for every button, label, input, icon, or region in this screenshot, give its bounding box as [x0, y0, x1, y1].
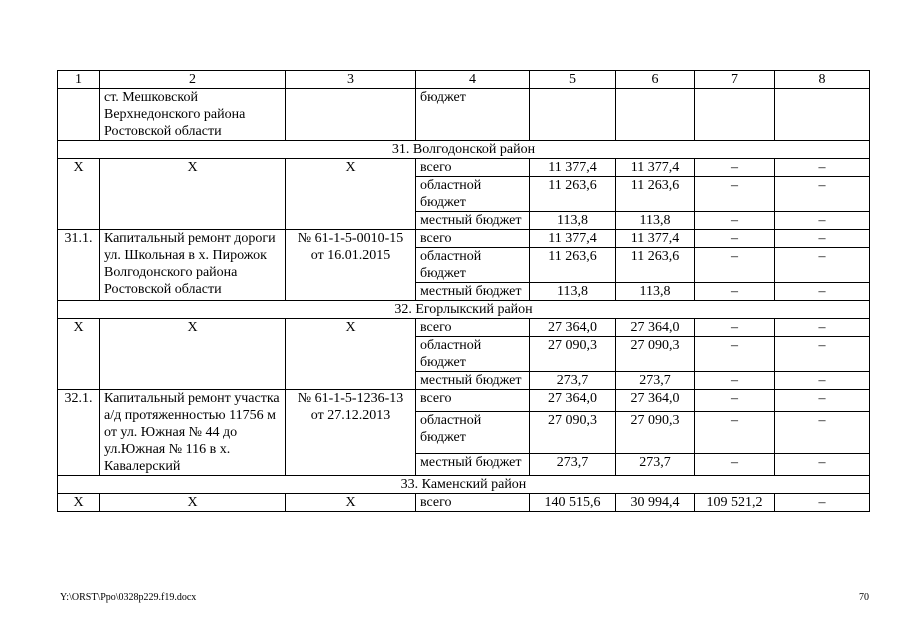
- cell-value: –: [775, 283, 870, 301]
- column-number-row: [58, 71, 870, 89]
- cell-value: –: [775, 319, 870, 337]
- cell-value: 113,8: [616, 212, 695, 230]
- cell-type: областной бюджет: [416, 411, 530, 453]
- cell-value: –: [775, 248, 870, 283]
- cell-value: –: [695, 212, 775, 230]
- column-header: 8: [775, 71, 870, 89]
- column-header: 7: [695, 71, 775, 89]
- cell-type: местный бюджет: [416, 372, 530, 390]
- cell-type: областной бюджет: [416, 337, 530, 372]
- cell-value: –: [695, 411, 775, 453]
- cell-value: –: [775, 230, 870, 248]
- cell-value: –: [775, 411, 870, 453]
- summary-row: [58, 319, 870, 337]
- cell-value: [530, 89, 616, 141]
- cell-doc: Х: [286, 159, 416, 230]
- cell-value: –: [775, 177, 870, 212]
- cell-type: всего: [416, 390, 530, 412]
- cell-value: 11 377,4: [616, 230, 695, 248]
- cell-value: 11 377,4: [530, 230, 616, 248]
- summary-row: [58, 159, 870, 177]
- cell-value: –: [775, 212, 870, 230]
- cell-name: Х: [100, 159, 286, 230]
- item-row: [58, 230, 870, 248]
- cell-value: 113,8: [530, 283, 616, 301]
- budget-table: [57, 70, 870, 512]
- cell-value: 140 515,6: [530, 494, 616, 512]
- cell-value: 113,8: [616, 283, 695, 301]
- cell-value: 27 364,0: [616, 319, 695, 337]
- cell-type: местный бюджет: [416, 283, 530, 301]
- column-header: 5: [530, 71, 616, 89]
- cell-doc: № 61-1-5-0010-15 от 16.01.2015: [286, 230, 416, 301]
- cell-value: 11 263,6: [616, 248, 695, 283]
- item-row: [58, 390, 870, 412]
- region-header-row: [58, 141, 870, 159]
- cell-value: 11 263,6: [530, 177, 616, 212]
- column-header: 1: [58, 71, 100, 89]
- cell-value: –: [775, 159, 870, 177]
- cell-value: [775, 89, 870, 141]
- cell-num: Х: [58, 494, 100, 512]
- cell-value: –: [695, 230, 775, 248]
- cell-num: 31.1.: [58, 230, 100, 301]
- cell-value: –: [775, 454, 870, 476]
- cell-doc: Х: [286, 494, 416, 512]
- cell-doc: № 61-1-5-1236-13 от 27.12.2013: [286, 390, 416, 476]
- cell-num: [58, 89, 100, 141]
- cell-value: 273,7: [616, 454, 695, 476]
- cell-value: 27 364,0: [616, 390, 695, 412]
- cell-type: всего: [416, 159, 530, 177]
- cell-value: [616, 89, 695, 141]
- cell-value: 27 090,3: [530, 411, 616, 453]
- cell-type: всего: [416, 230, 530, 248]
- cell-type: местный бюджет: [416, 454, 530, 476]
- column-header: 3: [286, 71, 416, 89]
- cell-value: 273,7: [530, 454, 616, 476]
- page-number: 70: [859, 592, 869, 603]
- cell-value: 273,7: [530, 372, 616, 390]
- cell-value: 11 263,6: [530, 248, 616, 283]
- cell-type: всего: [416, 494, 530, 512]
- cell-name: Капитальный ремонт дороги ул. Школьная в х. Пирожок Волгодонского района Ростовской области: [100, 230, 286, 301]
- region-title: 31. Волгодонской район: [58, 141, 870, 159]
- cell-value: –: [695, 390, 775, 412]
- cell-value: 27 090,3: [530, 337, 616, 372]
- cell-value: 113,8: [530, 212, 616, 230]
- cell-type: областной бюджет: [416, 248, 530, 283]
- cell-name: Капитальный ремонт участка а/д протяженностью 11756 м от ул. Южная № 44 до ул.Южная № 116 в х. Кавалерский: [100, 390, 286, 476]
- cell-value: –: [695, 319, 775, 337]
- cell-type: областной бюджет: [416, 177, 530, 212]
- cell-value: 27 364,0: [530, 319, 616, 337]
- cell-value: 27 090,3: [616, 337, 695, 372]
- region-title: 32. Егорлыкский район: [58, 301, 870, 319]
- cell-value: –: [775, 337, 870, 372]
- cell-value: 11 377,4: [530, 159, 616, 177]
- cell-value: –: [775, 390, 870, 412]
- cell-value: –: [695, 337, 775, 372]
- cell-value: 11 377,4: [616, 159, 695, 177]
- cell-value: 27 090,3: [616, 411, 695, 453]
- continuation-row: [58, 89, 870, 141]
- cell-type: бюджет: [416, 89, 530, 141]
- cell-value: 109 521,2: [695, 494, 775, 512]
- cell-name: Х: [100, 319, 286, 390]
- cell-value: 273,7: [616, 372, 695, 390]
- file-path: Y:\ORST\Ppo\0328p229.f19.docx: [60, 592, 197, 603]
- cell-value: 11 263,6: [616, 177, 695, 212]
- cell-value: –: [695, 177, 775, 212]
- cell-value: –: [775, 372, 870, 390]
- region-header-row: [58, 301, 870, 319]
- cell-value: –: [775, 494, 870, 512]
- column-header: 4: [416, 71, 530, 89]
- cell-value: –: [695, 248, 775, 283]
- region-title: 33. Каменский район: [58, 476, 870, 494]
- cell-type: местный бюджет: [416, 212, 530, 230]
- cell-doc: Х: [286, 319, 416, 390]
- cell-value: –: [695, 372, 775, 390]
- column-header: 6: [616, 71, 695, 89]
- column-header: 2: [100, 71, 286, 89]
- cell-num: Х: [58, 159, 100, 230]
- cell-value: 27 364,0: [530, 390, 616, 412]
- cell-value: –: [695, 283, 775, 301]
- cell-value: [695, 89, 775, 141]
- cell-num: 32.1.: [58, 390, 100, 476]
- cell-type: всего: [416, 319, 530, 337]
- cell-value: 30 994,4: [616, 494, 695, 512]
- cell-name: Х: [100, 494, 286, 512]
- cell-value: –: [695, 159, 775, 177]
- cell-num: Х: [58, 319, 100, 390]
- region-header-row: [58, 476, 870, 494]
- cell-doc: [286, 89, 416, 141]
- cell-value: –: [695, 454, 775, 476]
- cell-name: ст. Мешковской Верхнедонского района Ростовской области: [100, 89, 286, 141]
- summary-row: [58, 494, 870, 512]
